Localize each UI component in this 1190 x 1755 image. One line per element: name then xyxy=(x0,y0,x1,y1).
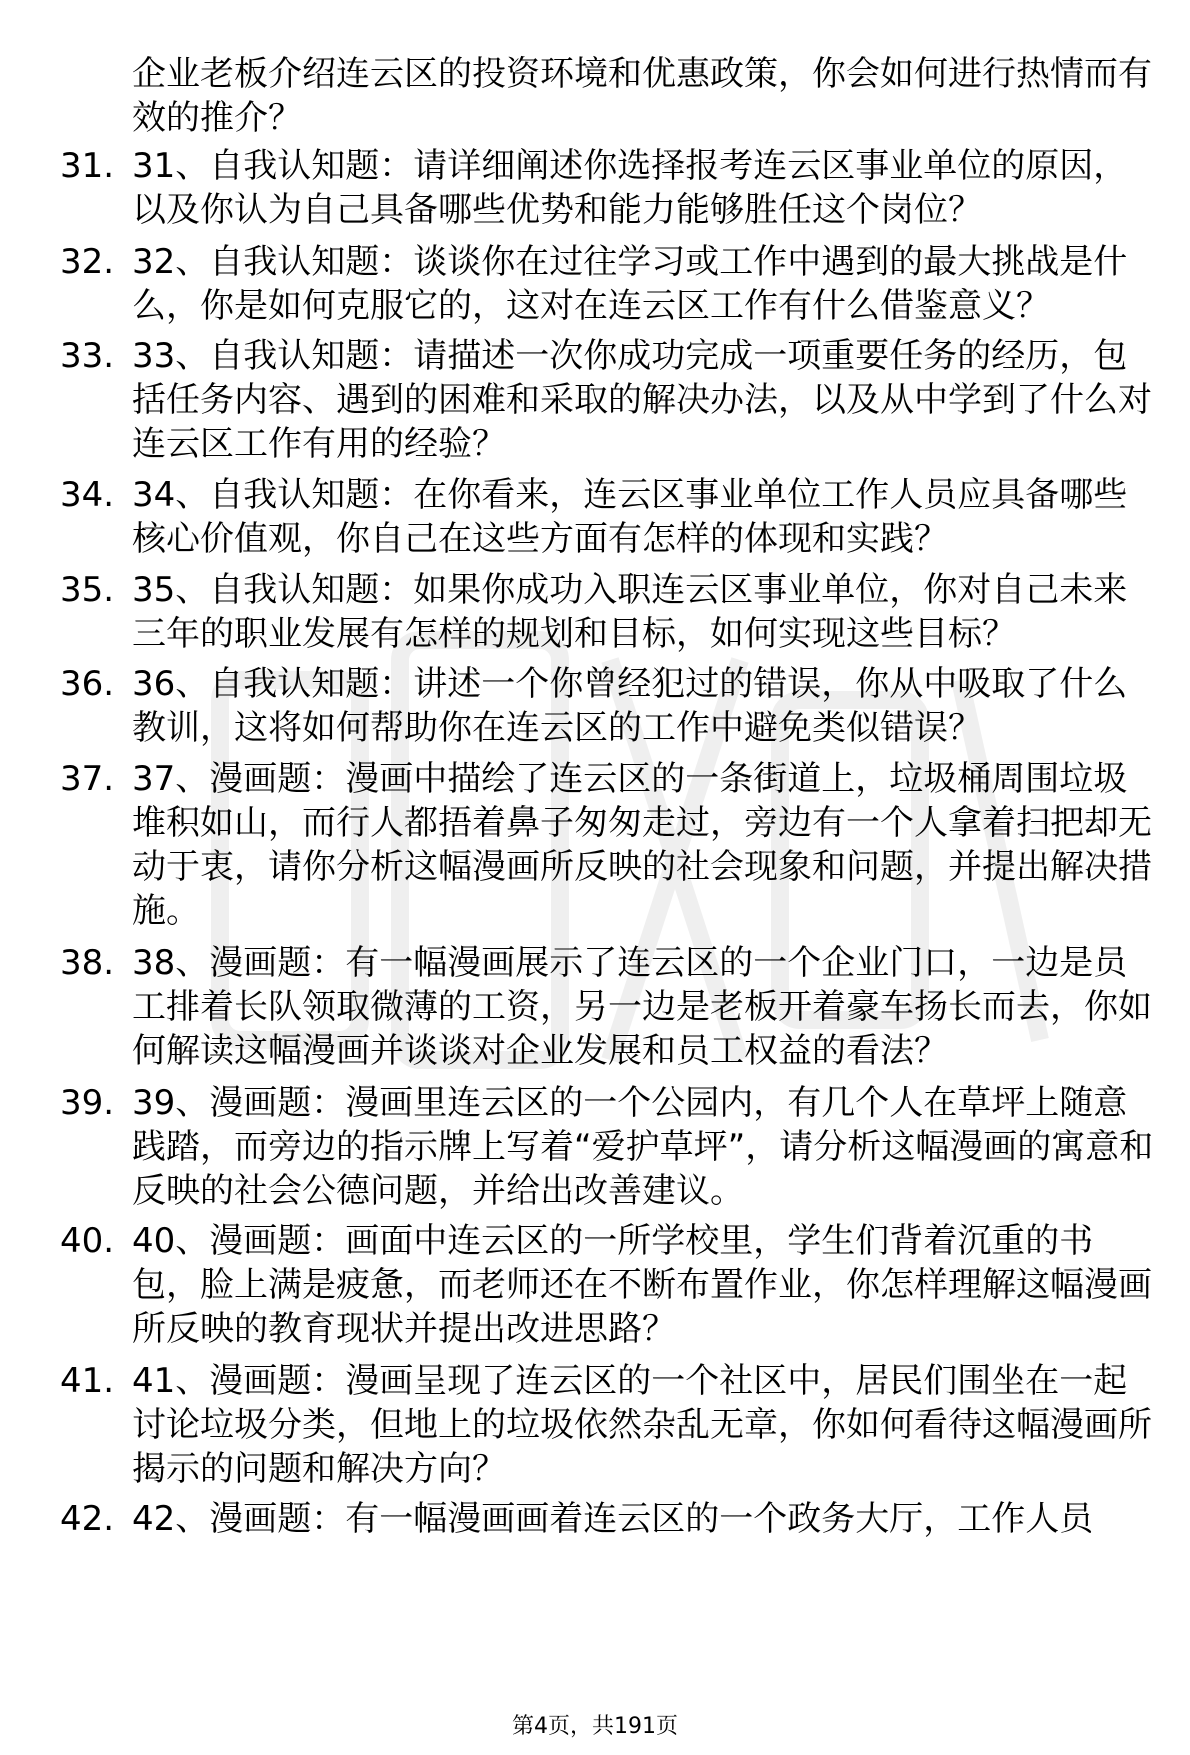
page-footer: 第4页，共191页 xyxy=(512,1714,678,1739)
question-number: 36. xyxy=(60,664,115,704)
question-number: 38. xyxy=(60,943,115,983)
question-number: 34. xyxy=(60,475,115,515)
question-number: 37. xyxy=(60,759,115,799)
question-number: 31. xyxy=(60,146,115,186)
question-text: 39、漫画题：漫画里连云区的一个公园内，有几个人在草坪上随意践踏，而旁边的指示牌上写着“爱护草坪”，请分析这幅漫画的寓意和反映的社会公德问题，并给出改善建议。 xyxy=(132,1083,1154,1211)
question-number: 42. xyxy=(60,1499,115,1539)
question-text: 33、自我认知题：请描述一次你成功完成一项重要任务的经历，包括任务内容、遇到的困难和采取的解决办法，以及从中学到了什么对连云区工作有用的经验？ xyxy=(132,336,1152,464)
question-text: 40、漫画题：画面中连云区的一所学校里，学生们背着沉重的书包，脸上满是疲惫，而老师还在不断布置作业，你怎样理解这幅漫画所反映的教育现状并提出改进思路？ xyxy=(132,1221,1152,1349)
question-text: 36、自我认知题：讲述一个你曾经犯过的错误，你从中吸取了什么教训，这将如何帮助你在连云区的工作中避免类似错误？ xyxy=(132,664,1128,748)
continuation-paragraph: 企业老板介绍连云区的投资环境和优惠政策，你会如何进行热情而有效的推介？ xyxy=(132,54,1152,138)
question-number: 40. xyxy=(60,1221,115,1261)
question-text: 38、漫画题：有一幅漫画展示了连云区的一个企业门口，一边是员工排着长队领取微薄的工资，另一边是老板开着豪车扬长而去，你如何解读这幅漫画并谈谈对企业发展和员工权益的看法？ xyxy=(132,943,1152,1071)
question-number: 39. xyxy=(60,1083,115,1123)
question-text: 35、自我认知题：如果你成功入职连云区事业单位，你对自己未来三年的职业发展有怎样的规划和目标，如何实现这些目标？ xyxy=(132,570,1128,654)
question-number: 33. xyxy=(60,336,115,376)
question-number: 41. xyxy=(60,1361,115,1401)
question-text: 31、自我认知题：请详细阐述你选择报考连云区事业单位的原因，以及你认为自己具备哪些优势和能力能够胜任这个岗位？ xyxy=(132,146,1128,230)
question-number: 32. xyxy=(60,242,115,282)
question-text: 42、漫画题：有一幅漫画画着连云区的一个政务大厅，工作人员 xyxy=(132,1499,1094,1539)
question-number: 35. xyxy=(60,570,115,610)
question-text: 34、自我认知题：在你看来，连云区事业单位工作人员应具备哪些核心价值观，你自己在这些方面有怎样的体现和实践？ xyxy=(132,475,1128,559)
question-text: 41、漫画题：漫画呈现了连云区的一个社区中，居民们围坐在一起讨论垃圾分类，但地上的垃圾依然杂乱无章，你如何看待这幅漫画所揭示的问题和解决方向？ xyxy=(132,1361,1152,1489)
question-text: 37、漫画题：漫画中描绘了连云区的一条街道上，垃圾桶周围垃圾堆积如山，而行人都捂着鼻子匆匆走过，旁边有一个人拿着扫把却无动于衷，请你分析这幅漫画所反映的社会现象和问题，并提出解决措施。 xyxy=(132,759,1152,931)
question-text: 32、自我认知题：谈谈你在过往学习或工作中遇到的最大挑战是什么，你是如何克服它的，这对在连云区工作有什么借鉴意义？ xyxy=(132,242,1128,326)
